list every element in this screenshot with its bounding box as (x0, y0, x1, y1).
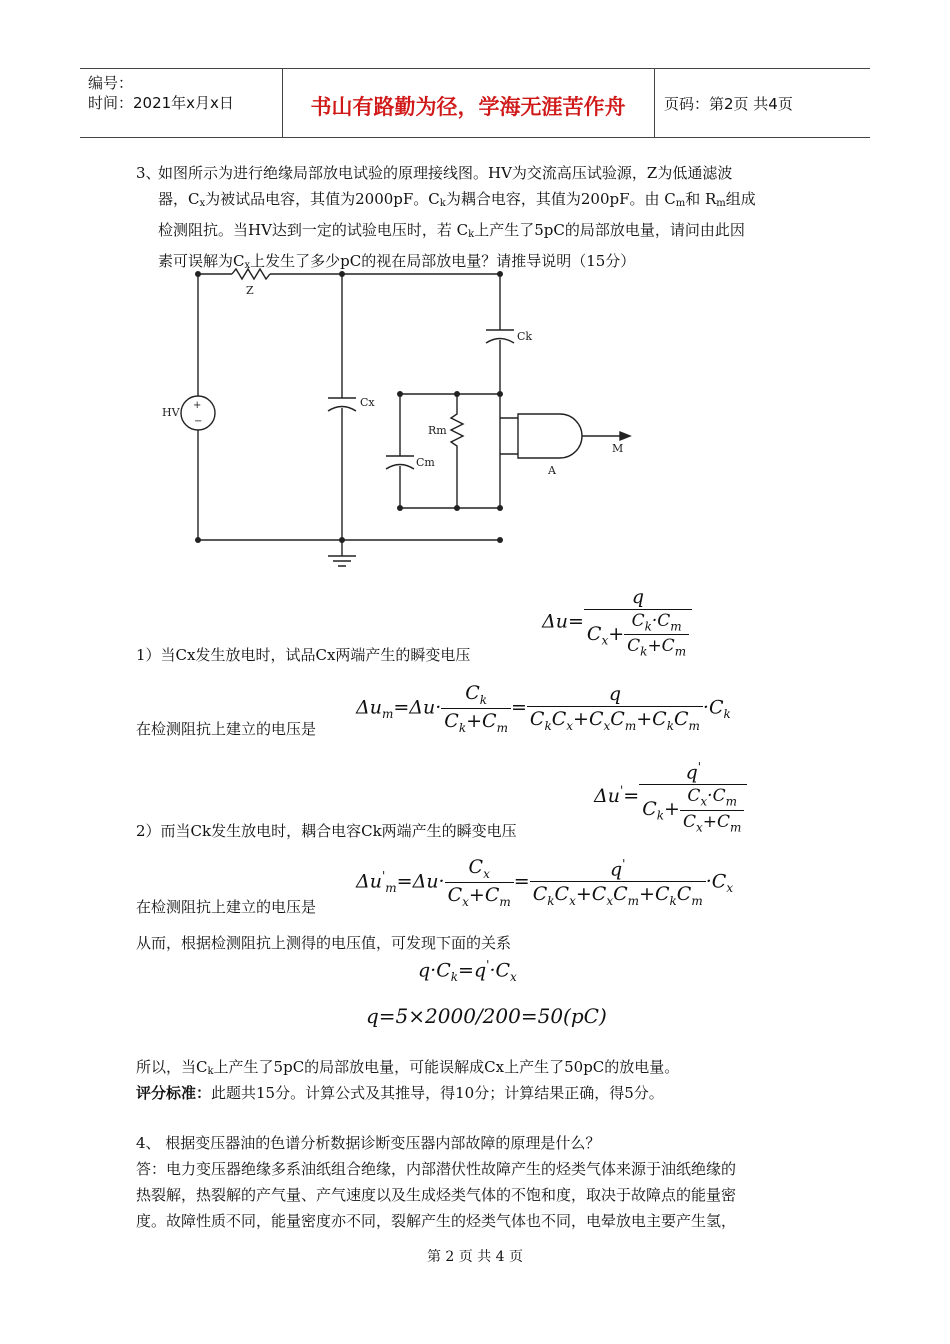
header-page-label: 页码：第2页 共4页 (664, 95, 793, 113)
page-footer: 第 2 页 共 4 页 (426, 1249, 524, 1265)
minus-sign: − (194, 416, 203, 427)
wire (500, 418, 518, 454)
subscript: x (244, 260, 251, 271)
subscript: m (675, 198, 686, 209)
question-4: 4、 根据变压器油的色谱分析数据诊断变压器内部故障的原理是什么？ (136, 1134, 601, 1152)
q3-line: 和 R (685, 190, 717, 208)
serial-label: 编号： (88, 74, 134, 92)
rm-label: Rm (428, 424, 447, 437)
a-label: A (548, 464, 556, 477)
conclusion-text: 所以，当C (136, 1058, 208, 1076)
plus-sign: + (193, 400, 202, 411)
formula-delta-um: $\Delta u_m=\Delta u\cdot$ $\frac{C_k}{C_k+C_m}$ = $\frac{q}{C_kC_x+C_xC_m+C_kC_m}$ $\cdot C_k$ (356, 682, 731, 735)
q3-line: 检测阻抗。当HV达到一定的试验电压时，若 C (158, 221, 469, 239)
z-label: Z (246, 284, 254, 297)
formula-delta-um-prime: $\Delta u'_m=\Delta u\cdot$ $\frac{C_x}{C_x+C_m}$ = $\frac{q'}{C_kC_x+C_xC_m+C_kC_m}$ $\cdot C_x$ (356, 856, 734, 909)
solution-p3: 2）而当Ck发生放电时，耦合电容Ck两端产生的瞬变电压 (136, 822, 517, 840)
ck-label: Ck (517, 330, 533, 343)
header-motto: 书山有路勤为径，学海无涯苦作舟 (310, 95, 626, 119)
q3-line: 器，C (158, 190, 200, 208)
solution-p2: 在检测阻抗上建立的电压是 (136, 720, 317, 738)
formula-delta-u: Δu= q $C_x+$ $\frac{C_k\cdot C_m}{C_k+C_m}$ (542, 586, 692, 659)
formula-relation: $q\cdot C_k=q'\cdot C_x$ (418, 958, 517, 985)
resistor-rm (451, 394, 463, 508)
subscript: k (207, 1066, 214, 1077)
answer-line: 度。故障性质不同，能量密度亦不同，裂解产生的烃类气体也不同，电晕放电主要产生氢， (136, 1212, 737, 1230)
formula-result: q=5×2000/200=50(pC) (366, 1004, 607, 1028)
subscript: x (199, 198, 206, 209)
answer-4 (136, 1156, 736, 1234)
solution-p1: 1）当Cx发生放电时，试品Cx两端产生的瞬变电压 (136, 646, 471, 664)
formula-delta-u-prime: Δu'= q' $C_k+$ $\frac{C_x\cdot C_m}{C_x+C_m}$ (594, 760, 747, 834)
q3-line: 素可误解为C (158, 252, 245, 270)
amplifier (518, 414, 582, 458)
resistor-z (232, 269, 270, 279)
cx-label: Cx (360, 396, 375, 409)
time-label: 时间：2021年x月x日 (88, 94, 234, 112)
cm-label: Cm (416, 456, 435, 469)
arrow-icon (620, 432, 630, 440)
hv-label: HV (162, 406, 180, 419)
subscript: k (468, 229, 475, 240)
m-label: M (612, 442, 624, 455)
conclusion-text: 上产生了5pC的局部放电量，可能误解成Cx上产生了50pC的放电量。 (213, 1058, 680, 1076)
subscript: k (439, 198, 446, 209)
grading (136, 1080, 664, 1106)
page-header (80, 68, 870, 138)
q3-line: 上发生了多少pC的视在局部放电量？请推导说明（15分） (250, 252, 636, 270)
q3-line: 组成 (725, 190, 756, 208)
question-number: 3、 (136, 164, 161, 182)
header-divider (654, 69, 655, 137)
q3-line: 为耦合电容，其值为200pF。由 C (445, 190, 676, 208)
solution-p4: 在检测阻抗上建立的电压是 (136, 898, 317, 916)
answer-line: 答：电力变压器绝缘多系油纸组合绝缘，内部潜伏性故障产生的烃类气体来源于油纸绝缘的 (136, 1160, 737, 1178)
q3-line: 如图所示为进行绝缘局部放电试验的原理接线图。HV为交流高压试验源，Z为低通滤波 (158, 164, 733, 182)
grading-text: 此题共15分。计算公式及其推导，得10分；计算结果正确，得5分。 (211, 1084, 664, 1102)
q3-line: 为被试品电容，其值为2000pF。C (205, 190, 440, 208)
subscript: m (716, 198, 726, 209)
ground-icon (328, 540, 356, 566)
solution-p5: 从而，根据检测阻抗上测得的电压值，可发现下面的关系 (136, 934, 512, 952)
answer-line: 热裂解，热裂解的产气量、产气速度以及生成烃类气体的不饱和度，取决于故障点的能量密 (136, 1186, 737, 1204)
grading-label: 评分标准： (136, 1084, 212, 1102)
wire (400, 394, 500, 508)
header-meta (88, 73, 234, 113)
circuit-diagram (150, 258, 650, 578)
q3-line: 上产生了5pC的局部放电量，请问由此因 (474, 221, 745, 239)
